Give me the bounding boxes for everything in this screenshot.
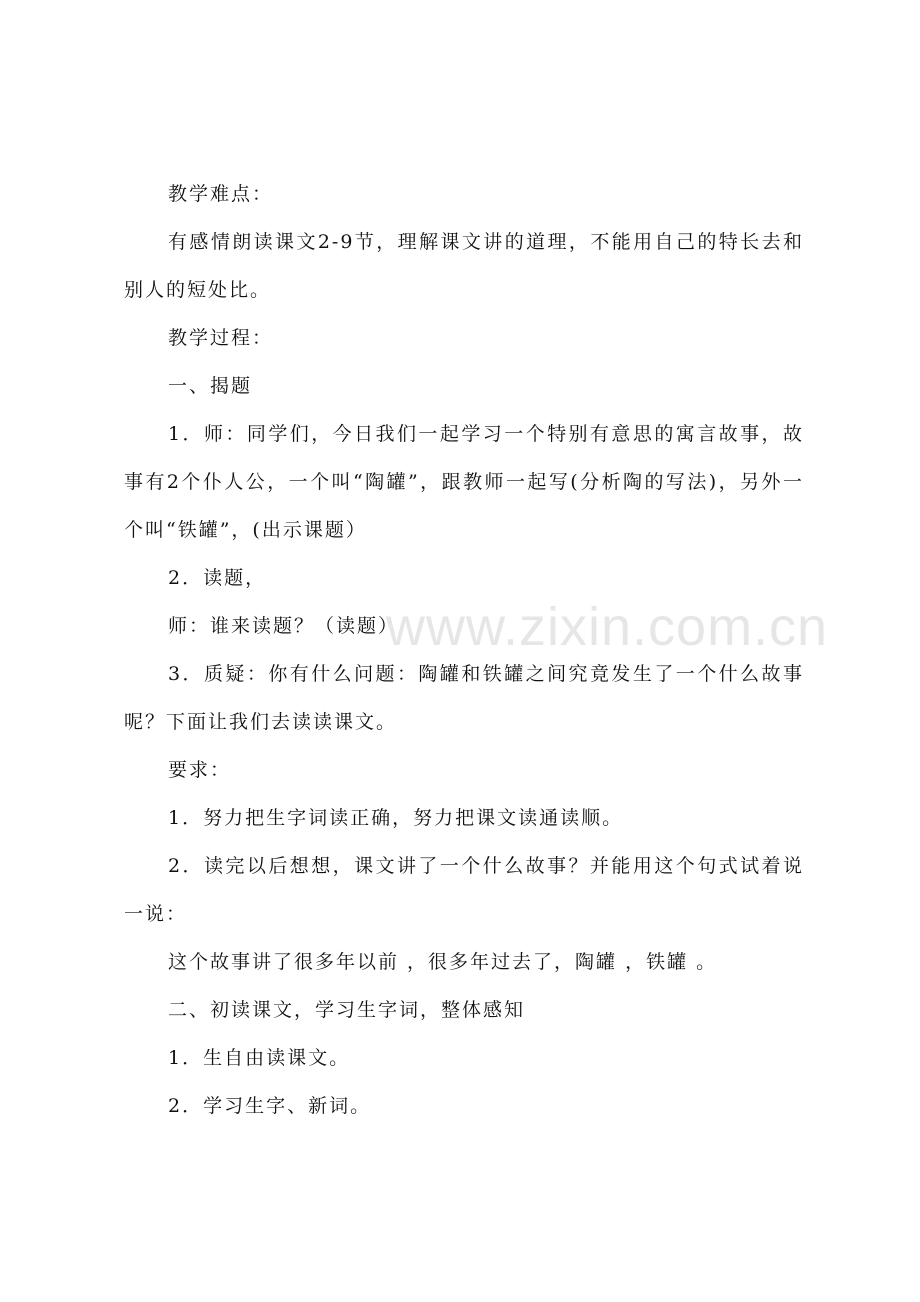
sentence-pattern: 这个故事讲了很多年以前 ，很多年过去了，陶罐 ，铁罐 。 [168,951,718,973]
section-heading-2: 二、初读课文，学习生字词，整体感知 [168,999,526,1021]
heading-teaching-process: 教学过程： [168,327,274,349]
heading-teaching-difficulty: 教学难点： [168,183,274,205]
paragraph-item-3: 3．质疑：你有什么问题：陶罐和铁罐之间究竟发生了一个什么故事呢？下面让我们去读读课文。 [124,663,804,733]
paragraph-teacher-question: 师：谁来读题？（读题） [168,615,400,637]
heading-requirements: 要求： [168,759,232,781]
paragraph-item-1: 1．师：同学们，今日我们一起学习一个特别有意思的寓言故事，故事有2个仆人公，一个叫“陶罐”，跟教师一起写(分析陶的写法)，另外一个叫“铁罐”，(出示课题） [124,423,804,541]
section-2-item-2: 2．学习生字、新词。 [168,1095,372,1117]
document-body [124,170,804,1130]
requirement-item-1: 1．努力把生字词读正确，努力把课文读通读顺。 [168,807,624,829]
requirement-item-2: 2．读完以后想想，课文讲了一个什么故事？并能用这个句式试着说一说： [124,855,804,925]
section-heading-1: 一、揭题 [168,375,253,397]
paragraph-item-2: 2．读题， [168,567,267,589]
section-2-item-1: 1．生自由读课文。 [168,1047,351,1069]
paragraph-difficulty-content: 有感情朗读课文2-9节，理解课文讲的道理，不能用自己的特长去和别人的短处比。 [124,231,804,301]
watermark: www.zixin.com.cn [386,597,829,657]
